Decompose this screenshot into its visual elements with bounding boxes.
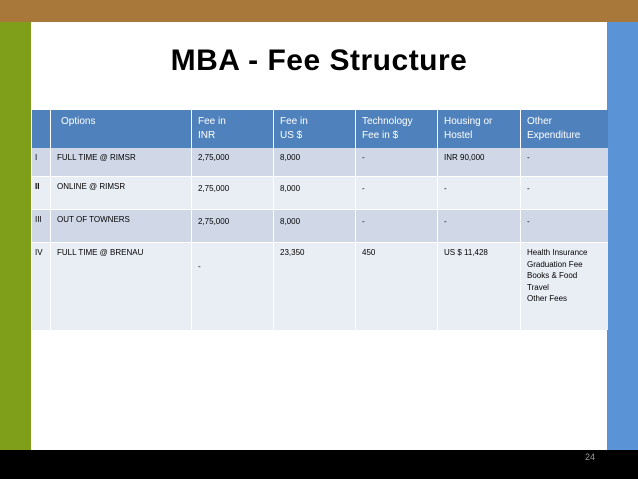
row-tech-fee: - bbox=[356, 148, 438, 177]
row-fee-inr: 2,75,000 bbox=[192, 148, 274, 177]
row-housing: US $ 11,428 bbox=[438, 243, 521, 331]
expenditure-item: Graduation Fee bbox=[527, 259, 583, 269]
header-other-expenditure: Other Expenditure bbox=[521, 110, 608, 148]
row-option: ONLINE @ RIMSR bbox=[51, 177, 192, 210]
expenditure-item: Other Fees bbox=[527, 294, 568, 303]
row-fee-usd: 8,000 bbox=[274, 210, 356, 243]
expenditure-item: Books & Food bbox=[527, 271, 578, 280]
table-row bbox=[32, 243, 608, 331]
header-housing: Housing or Hostel bbox=[438, 110, 521, 148]
table-row bbox=[32, 177, 608, 210]
expenditure-item: Health Insurance bbox=[527, 248, 588, 257]
right-decorative-bar bbox=[607, 22, 638, 479]
left-decorative-bar bbox=[0, 22, 31, 479]
row-index: II bbox=[32, 177, 51, 210]
header-technology-fee: Technology Fee in $ bbox=[356, 110, 438, 148]
row-tech-fee: 450 bbox=[356, 243, 438, 331]
header-fee-usd: Fee in US $ bbox=[274, 110, 356, 148]
row-other: - bbox=[521, 210, 608, 243]
slide-title: MBA - Fee Structure bbox=[170, 44, 468, 77]
row-fee-inr: 2,75,000 bbox=[192, 210, 274, 243]
table-row bbox=[32, 148, 608, 177]
row-housing: - bbox=[438, 210, 521, 243]
row-housing: - bbox=[438, 177, 521, 210]
header-index bbox=[32, 110, 51, 148]
row-fee-usd: 23,350 bbox=[274, 243, 356, 331]
table-row bbox=[32, 210, 608, 243]
header-options: Options bbox=[51, 110, 192, 148]
row-tech-fee: - bbox=[356, 210, 438, 243]
slide-number: 24 bbox=[585, 452, 596, 462]
row-index: I bbox=[32, 148, 51, 177]
row-fee-inr: 2,75,000 bbox=[192, 177, 274, 210]
row-index: III bbox=[32, 210, 51, 243]
row-option: FULL TIME @ RIMSR bbox=[51, 148, 192, 177]
row-option: OUT OF TOWNERS bbox=[51, 210, 192, 243]
top-decorative-bar bbox=[0, 0, 638, 22]
expenditure-item: Travel bbox=[527, 282, 549, 292]
row-option: FULL TIME @ BRENAU bbox=[51, 243, 192, 331]
bottom-bar bbox=[0, 450, 638, 479]
row-other: - bbox=[521, 148, 608, 177]
row-index: IV bbox=[32, 243, 51, 331]
row-tech-fee: - bbox=[356, 177, 438, 210]
row-other-expenditure-list bbox=[521, 243, 608, 331]
fee-structure-table bbox=[31, 110, 608, 330]
row-housing: INR 90,000 bbox=[438, 148, 521, 177]
row-other: - bbox=[521, 177, 608, 210]
table-header-row bbox=[32, 110, 608, 148]
header-fee-inr: Fee in INR bbox=[192, 110, 274, 148]
row-fee-usd: 8,000 bbox=[274, 148, 356, 177]
row-fee-usd: 8,000 bbox=[274, 177, 356, 210]
row-fee-inr: - bbox=[192, 243, 274, 331]
